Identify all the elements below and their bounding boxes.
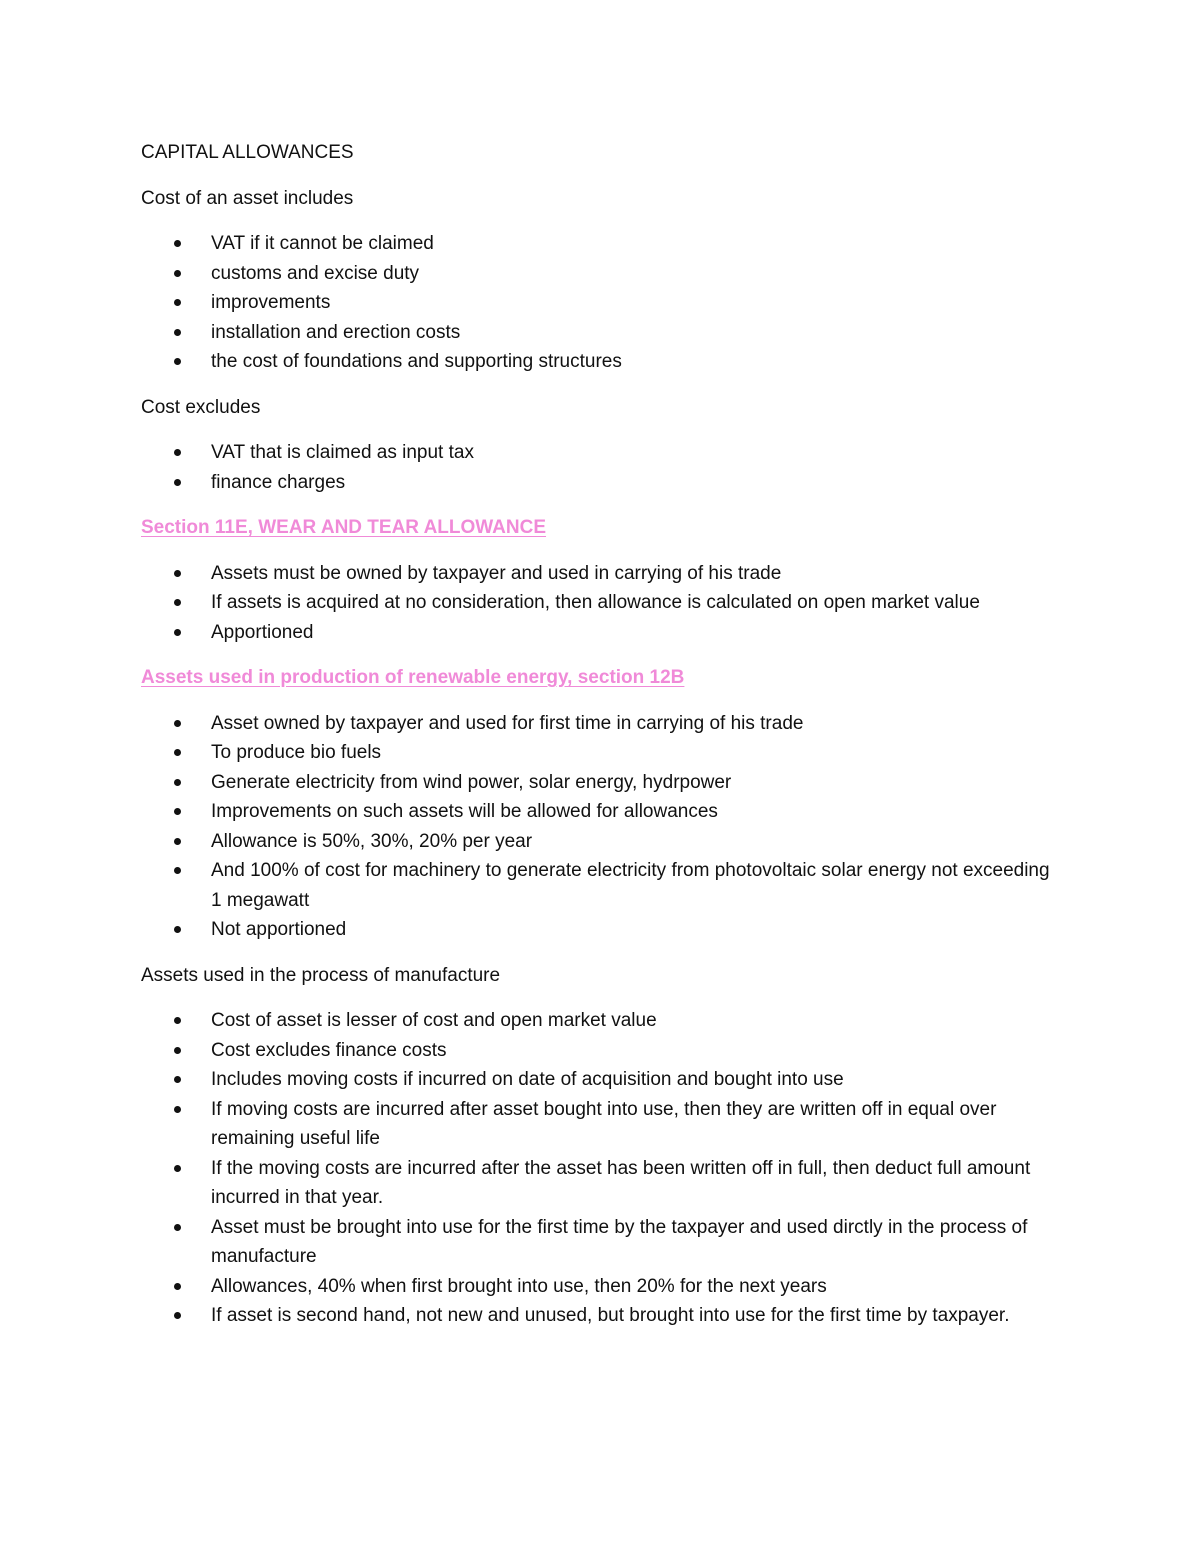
bullet-icon <box>174 1224 181 1231</box>
bullet-icon <box>174 749 181 756</box>
list-item: VAT if it cannot be claimed <box>141 229 1061 259</box>
bullet-icon <box>174 479 181 486</box>
document-title: CAPITAL ALLOWANCES <box>141 142 354 163</box>
list-item: Cost of asset is lesser of cost and open market value <box>141 1006 1061 1036</box>
list-item: customs and excise duty <box>141 259 1061 289</box>
list-item: If asset is second hand, not new and unused, but brought into use for the first time by taxpayer. <box>141 1301 1061 1331</box>
bullet-icon <box>174 270 181 277</box>
bullet-icon <box>174 1165 181 1172</box>
list-item: VAT that is claimed as input tax <box>141 438 1061 468</box>
list-item: Asset owned by taxpayer and used for first time in carrying of his trade <box>141 709 1061 739</box>
cost-includes-list <box>141 229 1061 377</box>
list-item: installation and erection costs <box>141 318 1061 348</box>
bullet-icon <box>174 808 181 815</box>
list-item: And 100% of cost for machinery to generate electricity from photovoltaic solar energy not exceeding 1 megawatt <box>141 856 1061 915</box>
bullet-icon <box>174 329 181 336</box>
bullet-icon <box>174 1283 181 1290</box>
document-page <box>141 138 1061 1347</box>
bullet-icon <box>174 1076 181 1083</box>
bullet-icon <box>174 1312 181 1319</box>
section-11e-heading-link[interactable]: Section 11E, WEAR AND TEAR ALLOWANCE <box>141 517 547 538</box>
bullet-icon <box>174 1017 181 1024</box>
bullet-icon <box>174 867 181 874</box>
list-item: If moving costs are incurred after asset bought into use, then they are written off in equal over remaining useful life <box>141 1095 1061 1154</box>
section-11e-list <box>141 559 1061 648</box>
section-12b-heading-link[interactable]: Assets used in production of renewable energy, section 12B <box>141 667 685 688</box>
bullet-icon <box>174 779 181 786</box>
list-item: Improvements on such assets will be allowed for allowances <box>141 797 1061 827</box>
cost-excludes-list <box>141 438 1061 497</box>
bullet-icon <box>174 629 181 636</box>
list-item: Generate electricity from wind power, solar energy, hydrpower <box>141 768 1061 798</box>
bullet-icon <box>174 1047 181 1054</box>
list-item: Allowance is 50%, 30%, 20% per year <box>141 827 1061 857</box>
bullet-icon <box>174 358 181 365</box>
cost-includes-heading: Cost of an asset includes <box>141 187 354 209</box>
manufacture-list <box>141 1006 1061 1331</box>
list-item: Cost excludes finance costs <box>141 1036 1061 1066</box>
list-item: Asset must be brought into use for the first time by the taxpayer and used dirctly in the process of manufacture <box>141 1213 1061 1272</box>
bullet-icon <box>174 1106 181 1113</box>
list-item: Includes moving costs if incurred on date of acquisition and bought into use <box>141 1065 1061 1095</box>
list-item: finance charges <box>141 468 1061 498</box>
cost-excludes-heading: Cost excludes <box>141 396 261 418</box>
list-item: Not apportioned <box>141 915 1061 945</box>
list-item: If the moving costs are incurred after the asset has been written off in full, then deduct full amount incurred in that year. <box>141 1154 1061 1213</box>
manufacture-heading: Assets used in the process of manufacture <box>141 964 501 986</box>
list-item: the cost of foundations and supporting structures <box>141 347 1061 377</box>
bullet-icon <box>174 240 181 247</box>
list-item: improvements <box>141 288 1061 318</box>
bullet-icon <box>174 838 181 845</box>
bullet-icon <box>174 299 181 306</box>
section-12b-list <box>141 709 1061 945</box>
list-item: Apportioned <box>141 618 1061 648</box>
bullet-icon <box>174 449 181 456</box>
bullet-icon <box>174 570 181 577</box>
list-item: To produce bio fuels <box>141 738 1061 768</box>
bullet-icon <box>174 720 181 727</box>
list-item: If assets is acquired at no consideration, then allowance is calculated on open market value <box>141 588 1061 618</box>
bullet-icon <box>174 926 181 933</box>
list-item: Assets must be owned by taxpayer and used in carrying of his trade <box>141 559 1061 589</box>
list-item: Allowances, 40% when first brought into use, then 20% for the next years <box>141 1272 1061 1302</box>
bullet-icon <box>174 599 181 606</box>
